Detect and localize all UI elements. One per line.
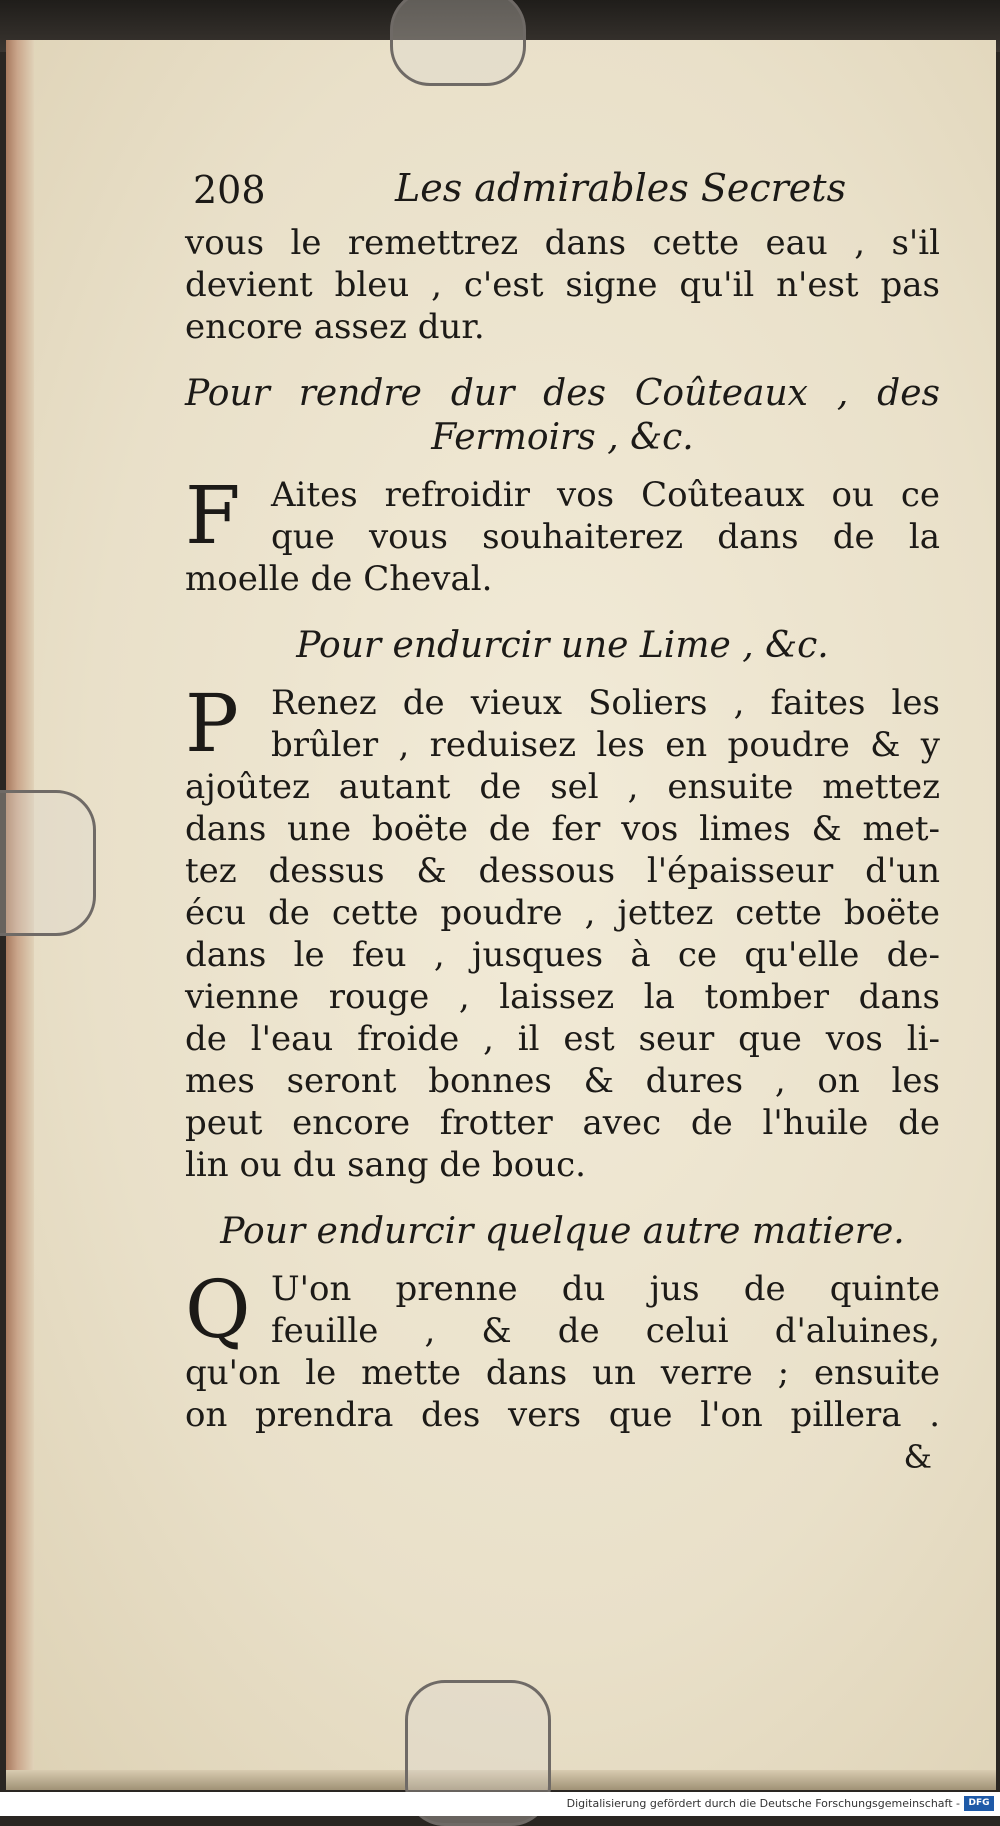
catchword: &: [903, 1438, 932, 1476]
text-line: dans le feu , jusques à ce qu'elle de-: [185, 935, 940, 975]
text-line: que vous souhaiterez dans de la: [271, 517, 940, 557]
footer-credit: Digitalisierung gefördert durch die Deutsche Forschungsgemeinschaft -: [566, 1797, 960, 1810]
text-line: feuille , & de celui d'aluines,: [271, 1311, 940, 1351]
text-line: ajoûtez autant de sel , ensuite mettez: [185, 767, 940, 807]
text-line: vienne rouge , laissez la tomber dans: [185, 977, 940, 1017]
section-heading: Pour rendre dur des Coûteaux , des: [185, 373, 940, 414]
clip-left: [0, 790, 96, 936]
footer-bar: [0, 1792, 1000, 1816]
clip-top: [390, 0, 526, 86]
text-line: peut encore frotter avec de l'huile de: [185, 1103, 940, 1143]
continuation-paragraph: [185, 222, 940, 348]
text-line: Renez de vieux Soliers , faites les: [271, 683, 940, 723]
paragraph: [185, 469, 940, 600]
text-line: écu de cette poudre , jettez cette boëte: [185, 893, 940, 933]
text-line: on prendra des vers que l'on pillera .: [185, 1395, 940, 1435]
page-header: [185, 160, 940, 222]
page-text: [185, 160, 940, 1478]
running-title: Les admirables Secrets: [395, 166, 847, 210]
section-heading-continued: Fermoirs , &c.: [431, 417, 694, 458]
text-line: devient bleu , c'est signe qu'il n'est pas: [185, 265, 940, 305]
text-line: lin ou du sang de bouc.: [185, 1145, 586, 1185]
text-line: qu'on le mette dans un verre ; ensuite: [185, 1353, 940, 1393]
text-line: dans une boëte de fer vos limes & met-: [185, 809, 940, 849]
text-line: tez dessus & dessous l'épaisseur d'un: [185, 851, 940, 891]
text-line: U'on prenne du jus de quinte: [271, 1269, 940, 1309]
page-number: 208: [193, 168, 266, 212]
text-line: encore assez dur.: [185, 307, 485, 347]
text-line: Aites refroidir vos Coûteaux ou ce: [271, 475, 940, 515]
text-line: mes seront bonnes & dures , on les: [185, 1061, 940, 1101]
text-line: brûler , reduisez les en poudre & y: [271, 725, 940, 765]
paragraph: [185, 677, 940, 1186]
text-line: de l'eau froide , il est seur que vos li-: [185, 1019, 940, 1059]
drop-cap: F: [185, 469, 241, 562]
text-line: moelle de Cheval.: [185, 559, 493, 599]
paragraph: [185, 1263, 940, 1436]
text-line: vous le remettrez dans cette eau , s'il: [185, 223, 940, 263]
drop-cap: Q: [185, 1263, 251, 1356]
section-heading: Pour endurcir une Lime , &c.: [296, 625, 829, 666]
dfg-logo: DFG: [964, 1796, 994, 1811]
section-heading: Pour endurcir quelque autre matiere.: [220, 1211, 905, 1252]
drop-cap: P: [185, 677, 239, 770]
